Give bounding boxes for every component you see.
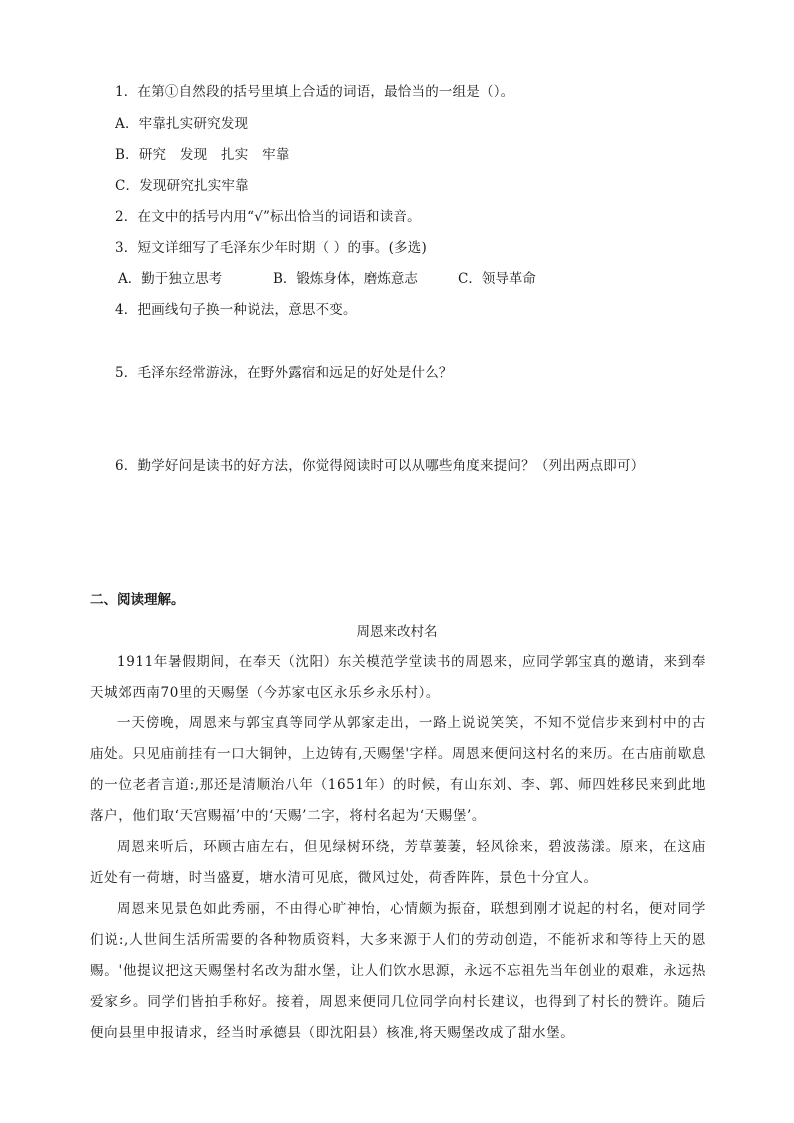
- article-title: 周恩来改村名: [356, 624, 438, 640]
- question-6: 6．勤学好问是读书的好方法，你觉得阅读时可以从哪些角度来提问？（列出两点即可）: [115, 458, 645, 474]
- article-paragraph-3: 周恩来听后，环顾古庙左右，但见绿树环绕，芳草萋萋，轻风徐来，碧波荡漾。原来，在这庙近处有一荷塘，时当盛夏，塘水清可见底，微风过处，荷香阵阵，景色十分宜人。: [90, 839, 706, 886]
- question-3-options: [118, 269, 536, 289]
- question-3: 3．短文详细写了毛泽东少年时期（ ）的事。(多选): [115, 240, 427, 256]
- section-heading: 二、阅读理解。: [90, 592, 185, 608]
- question-1-option-a: A．牢靠扎实研究发现: [115, 116, 249, 132]
- article-paragraph-4: 周恩来见景色如此秀丽，不由得心旷神怡，心情颇为振奋，联想到刚才说起的村名，便对同学们说:,人世间生活所需要的各种物质资料，大多来源于人们的劳动创造，不能祈求和等待上天的恩赐。'他提议把这天赐堡村名改为甜水堡，让人们饮水思源，永远不忘祖先当年创业的艰难，永远热爱家乡。同学们皆拍手称好。接着，周恩来便同几位同学向村长建议，也得到了村长的赞许。随后便向县里申报请求，经当时承德县（即沈阳县）核准,将天赐堡改成了甜水堡。: [90, 901, 706, 1041]
- question-1-option-b: B．研究 发现 扎实 牢靠: [115, 147, 290, 163]
- question-5: 5．毛泽东经常游泳，在野外露宿和远足的好处是什么？: [115, 365, 453, 381]
- article-paragraph-2: 一天傍晚，周恩来与郭宝真等同学从郭家走出，一路上说说笑笑，不知不觉信步来到村中的古庙处。只见庙前挂有一口大铜钟，上边铸有,天赐堡'字样。周恩来便问这村名的来历。在古庙前歇息的一位老者言道:,那还是清顺治八年（1651年）的时候，有山东刘、李、郭、师四姓移民来到此地落户，他们取‘天宫赐福’中的‘天赐’二字，将村名起为‘天赐堡’。: [90, 715, 706, 824]
- question-1-option-c: C．发现研究扎实牢靠: [115, 178, 249, 194]
- question-3-option-c: C．领导革命: [458, 271, 536, 287]
- question-4: 4．把画线句子换一种说法，意思不变。: [115, 302, 357, 318]
- question-1: 1．在第①自然段的括号里填上合适的词语，最恰当的一组是（）。: [115, 84, 515, 100]
- question-3-option-a: A．勤于独立思考: [118, 271, 223, 287]
- question-2: 2．在文中的括号内用“√”标出恰当的词语和读音。: [115, 209, 421, 225]
- question-3-option-b: B．锻炼身体，磨炼意志: [273, 271, 418, 287]
- article-paragraph-1: 1911年暑假期间，在奉天（沈阳）东关模范学堂读书的周恩来，应同学郭宝真的邀请，来到奉天城郊西南70里的天赐堡（今苏家屯区永乐乡永乐村）。: [90, 654, 706, 701]
